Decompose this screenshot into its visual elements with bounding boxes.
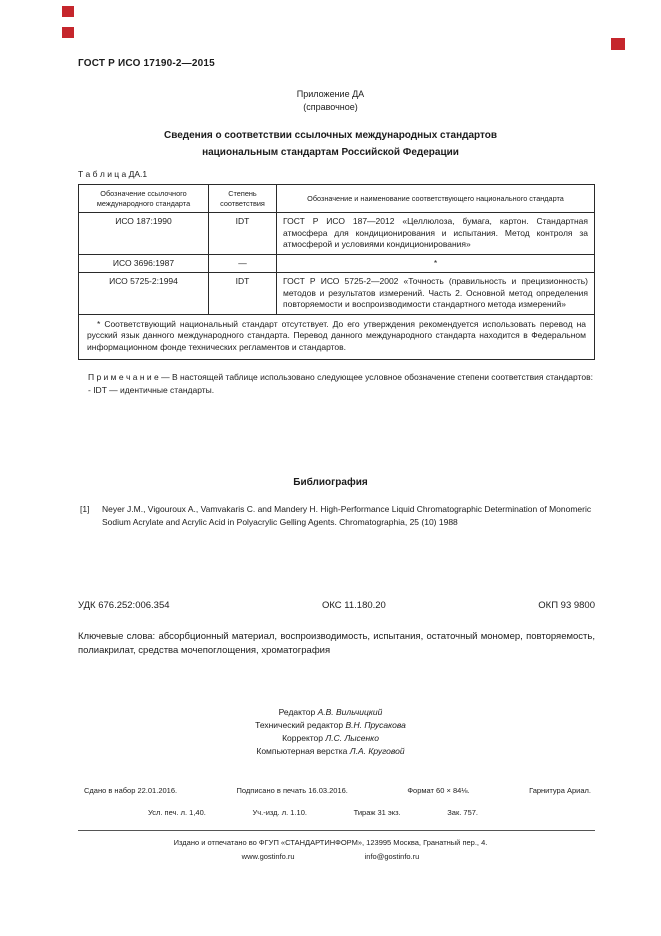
table-row (79, 254, 595, 273)
doc-number: ГОСТ Р ИСО 17190-2—2015 (78, 58, 215, 69)
table-header-national: Обозначение и наименование соответствующего национального стандарта (277, 185, 595, 213)
credit-role: Технический редактор (255, 720, 344, 730)
classification-codes (78, 600, 595, 611)
credits-block (0, 706, 661, 758)
credit-name: В.Н. Прусакова (345, 720, 406, 730)
table-row (79, 213, 595, 255)
bib-entry-text: Neyer J.M., Vigouroux A., Vamvakaris C. and Mandery H. High-Performance Liquid Chromatographic Determination of Monomeric Sodium Acrylate and Acrylic Acid in Polyacrylic Gelling Agents. Chromatographia, 25 (10) 1988 (102, 504, 592, 527)
imprint-format: Формат 60 × 84⅛. (407, 786, 470, 795)
imprint-order: Зак. 757. (447, 808, 478, 817)
credit-name: Л.А. Круговой (349, 746, 405, 756)
credit-role: Компьютерная верстка (256, 746, 348, 756)
cell-ref: ИСО 3696:1987 (79, 254, 209, 273)
cell-desc: * (277, 254, 595, 273)
table-footnote: * Соответствующий национальный стандарт отсутствует. До его утверждения рекомендуется использовать перевод на русский язык данного международного стандарта. Перевод данного международного стандарта находится в Федеральном информационном фонде технических регламентов и стандартов. (79, 314, 595, 360)
heading-line-2: национальным стандартам Российской Федерации (202, 147, 459, 158)
imprint-line-1 (84, 786, 591, 795)
correspondence-table (78, 184, 595, 360)
imprint-typeset-date: Сдано в набор 22.01.2016. (84, 786, 178, 795)
publisher-website: www.gostinfo.ru (241, 852, 295, 861)
red-marker-top-left-1 (62, 6, 74, 17)
credit-name: Л.С. Лысенко (325, 733, 379, 743)
cell-ref: ИСО 187:1990 (79, 213, 209, 255)
table-footnote-row (79, 314, 595, 360)
credit-role: Корректор (282, 733, 324, 743)
table-note-block (78, 372, 595, 396)
table-note: П р и м е ч а н и е — В настоящей таблице использовано следующее условное обозначение степени соответствия стандартов: (88, 372, 593, 382)
publisher-line: Издано и отпечатано во ФГУП «СТАНДАРТИНФОРМ», 123995 Москва, Гранатный пер., 4. (173, 838, 488, 847)
annex-title: Приложение ДА (296, 89, 365, 99)
section-heading (0, 127, 661, 161)
credit-name: А.В. Вильчицкий (317, 707, 383, 717)
oks-code: ОКС 11.180.20 (321, 600, 386, 611)
table-note-idt: - IDT — идентичные стандарты. (88, 384, 215, 395)
credit-line (0, 706, 661, 719)
imprint-typeface: Гарнитура Ариал. (529, 786, 591, 795)
table-label: Т а б л и ц а ДА.1 (78, 169, 148, 179)
publisher-email: info@gostinfo.ru (364, 852, 420, 861)
red-marker-top-left-2 (62, 27, 74, 38)
table-header-degree: Степень соответствия (209, 185, 277, 213)
red-marker-top-right (611, 38, 625, 50)
credit-line (0, 745, 661, 758)
credit-role: Редактор (278, 707, 316, 717)
bibliography-entry (80, 503, 595, 528)
credit-line (0, 732, 661, 745)
bib-entry-number: [1] (80, 504, 90, 514)
bibliography-title: Библиография (293, 477, 368, 488)
imprint-copies: Тираж 31 экз. (353, 808, 401, 817)
credit-line (0, 719, 661, 732)
table-header-ref: Обозначение ссылочного международного стандарта (79, 185, 209, 213)
annex-subtitle: (справочное) (303, 102, 358, 112)
imprint-line-2 (148, 808, 478, 817)
imprint-pub-sheets: Уч.-изд. л. 1.10. (252, 808, 307, 817)
annex-heading (0, 88, 661, 114)
imprint-print-date: Подписано в печать 16.03.2016. (236, 786, 348, 795)
imprint-press-sheets: Усл. печ. л. 1,40. (148, 808, 206, 817)
udk-code: УДК 676.252:006.354 (78, 600, 170, 611)
okp-code: ОКП 93 9800 (538, 600, 595, 611)
heading-line-1: Сведения о соответствии ссылочных международных стандартов (163, 130, 498, 141)
keywords-paragraph: Ключевые слова: абсорбционный материал, воспроизводимость, испытания, остаточный мономер, повторяемость, полиакрилат, средства мочепоглощения, хроматография (78, 631, 595, 656)
cell-degree: IDT (209, 273, 277, 315)
table-header-row (79, 185, 595, 213)
cell-ref: ИСО 5725-2:1994 (79, 273, 209, 315)
cell-degree: IDT (209, 213, 277, 255)
contacts-line (0, 852, 661, 861)
cell-degree: — (209, 254, 277, 273)
footer-divider (78, 830, 595, 831)
cell-desc: ГОСТ Р ИСО 187—2012 «Целлюлоза, бумага, картон. Стандартная атмосфера для кондиционирования и испытания. Метод контроля за атмосферой и условиями кондиционирования» (277, 213, 595, 255)
table-row (79, 273, 595, 315)
cell-desc: ГОСТ Р ИСО 5725-2—2002 «Точность (правильность и прецизионность) методов и результатов измерений. Часть 2. Основной метод определения повторяемости и воспроизводимости стандартного метода измерений» (277, 273, 595, 315)
